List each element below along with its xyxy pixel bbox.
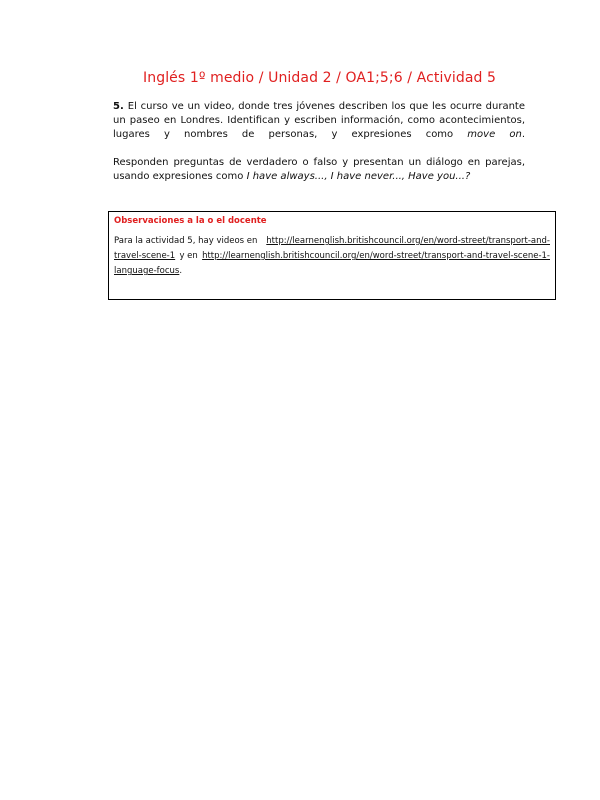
video-link-1[interactable]: http://learnenglish.britishcouncil.org/en/word-street/transport-and- — [266, 236, 550, 246]
video-link-2-continued[interactable]: language-focus — [114, 266, 180, 276]
activity-paragraph-1 — [113, 100, 525, 142]
expression-move-on: move on — [467, 129, 522, 140]
activity-number: 5. — [113, 101, 124, 112]
page-title: Inglés 1º medio / Unidad 2 / OA1;5;6 / Actividad 5 — [143, 70, 497, 86]
observations-end: . — [179, 266, 183, 276]
observations-body — [114, 234, 550, 279]
observations-line-1 — [114, 234, 550, 249]
activity-description — [113, 100, 525, 184]
observations-box — [108, 211, 556, 300]
observations-line-3 — [114, 264, 550, 279]
activity-text-end: . — [521, 129, 525, 140]
activity-text-2: Responden preguntas de verdadero o falso y presentan un diálogo en parejas, usando expresiones como — [113, 157, 525, 182]
observations-title: Observaciones a la o el docente — [114, 216, 267, 226]
video-link-1-continued[interactable]: travel-scene-1 — [114, 251, 176, 261]
observations-text: Para la actividad 5, hay videos en — [114, 236, 258, 246]
activity-paragraph-2 — [113, 156, 525, 184]
activity-text: El curso ve un video, donde tres jóvenes describen los que les ocurre durante un paseo en Londres. Identifican y escriben información, como acontecimientos, lugares y nombres de personas, y expresiones como — [113, 101, 525, 140]
observations-line-2 — [114, 249, 550, 264]
video-link-2[interactable]: http://learnenglish.britishcouncil.org/en/word-street/transport-and-travel-scene-1- — [202, 251, 550, 261]
expressions-examples: I have always..., I have never..., Have you...? — [246, 171, 471, 182]
observations-connector: y en — [179, 251, 198, 261]
